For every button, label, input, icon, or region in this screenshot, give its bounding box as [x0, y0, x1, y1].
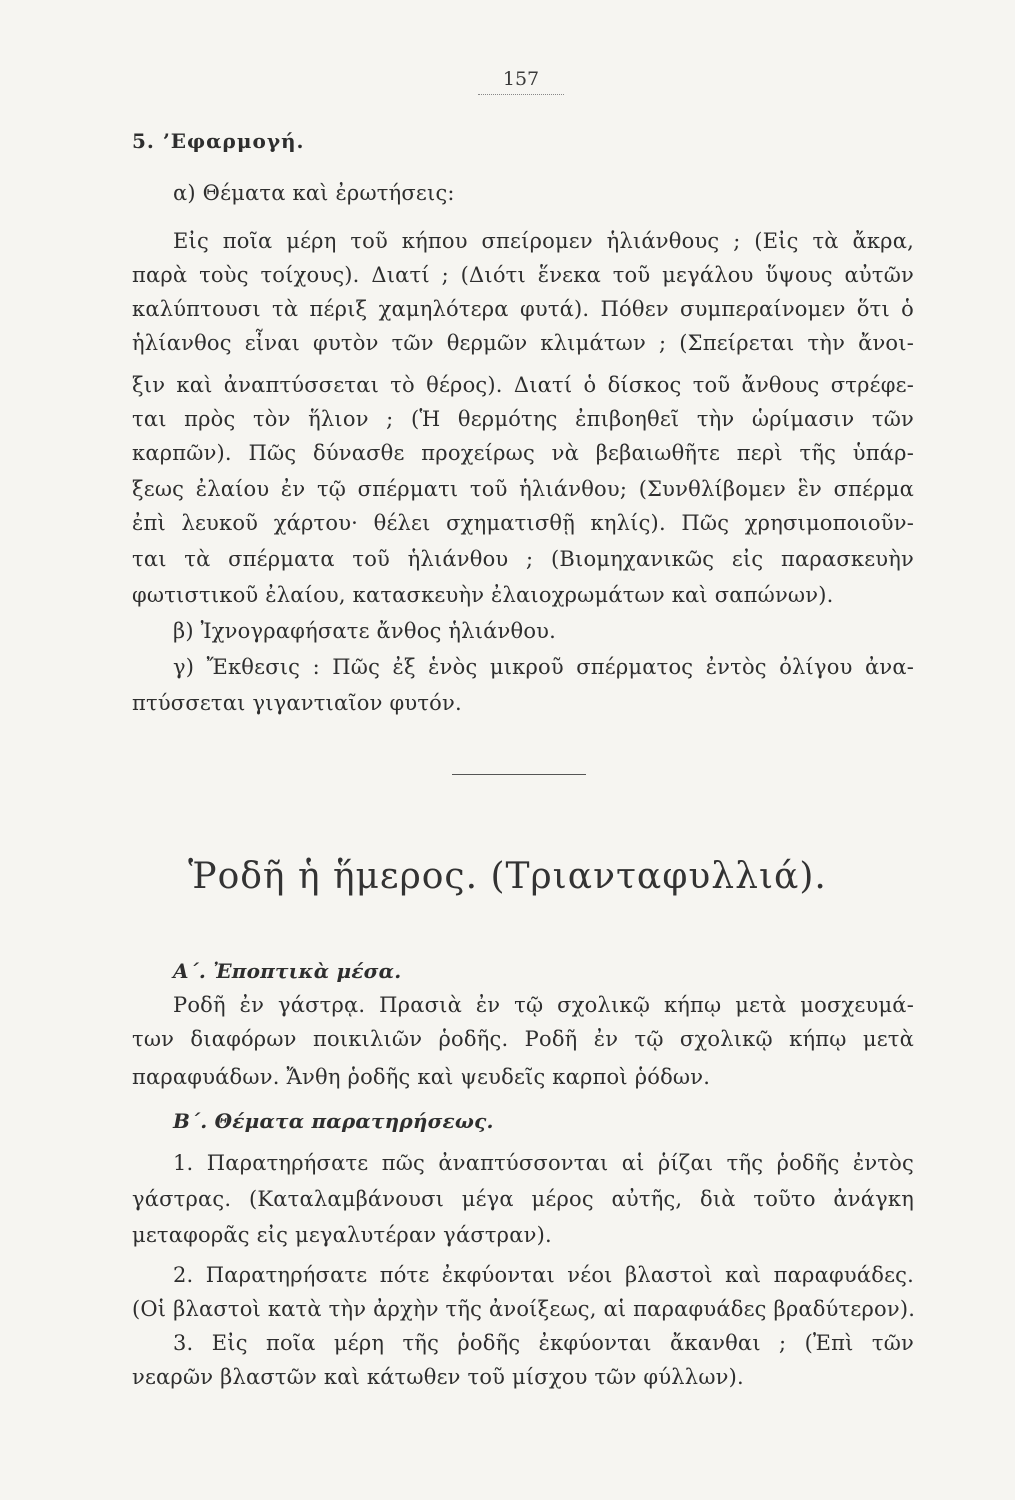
- text-line: ξιν καὶ ἀναπτύσσεται τὸ θέρος). Διατί ὁ δίσκος τοῦ ἄνθους στρέφε-: [132, 373, 914, 397]
- subheading-b: Β΄. Θέματα παρατηρήσεως.: [173, 1109, 494, 1133]
- text-line: ξεως ἐλαίου ἐν τῷ σπέρματι τοῦ ἡλιάνθου; (Συνθλίβομεν ἓν σπέρμα: [132, 477, 914, 501]
- text-line: 3. Εἰς ποῖα μέρη τῆς ῥοδῆς ἐκφύονται ἄκανθαι ; (Ἐπὶ τῶν: [173, 1331, 914, 1355]
- text-line: παραφυάδων. Ἄνθη ῥοδῆς καὶ ψευδεῖς καρποὶ ῥόδων.: [132, 1065, 711, 1089]
- page-number: 157: [478, 68, 564, 95]
- text-line: μεταφορᾶς εἰς μεγαλυτέραν γάστραν).: [132, 1223, 552, 1247]
- text-line: β) Ἰχνογραφήσατε ἄνθος ἡλιάνθου.: [173, 619, 557, 643]
- chapter-title: Ῥοδῆ ἡ ἥμερος. (Τριανταφυλλιά).: [188, 856, 827, 897]
- text-line: ἡλίανθος εἶναι φυτὸν τῶν θερμῶν κλιμάτων ; (Σπείρεται τὴν ἄνοι-: [132, 331, 914, 355]
- text-line: ἐπὶ λευκοῦ χάρτου· θέλει σχηματισθῇ κηλίς). Πῶς χρησιμοποιοῦν-: [132, 511, 914, 535]
- section-heading: 5. ’Εφαρμογή.: [132, 129, 305, 153]
- text-line: (Οἱ βλαστοὶ κατὰ τὴν ἀρχὴν τῆς ἀνοίξεως, αἱ παραφυάδες βραδύτερον).: [132, 1297, 916, 1321]
- text-line: καρπῶν). Πῶς δύνασθε προχείρως νὰ βεβαιωθῆτε περὶ τῆς ὑπάρ-: [132, 441, 914, 465]
- text-line: Εἰς ποῖα μέρη τοῦ κήπου σπείρομεν ἡλιάνθους ; (Εἰς τὰ ἄκρα,: [173, 229, 914, 253]
- text-line: α) Θέματα καὶ ἐρωτήσεις:: [173, 181, 455, 205]
- text-line: γάστρας. (Καταλαμβάνουσι μέγα μέρος αὐτῆς, διὰ τοῦτο ἀνάγκη: [132, 1187, 914, 1211]
- text-line: Ροδῆ ἐν γάστρᾳ. Πρασιὰ ἐν τῷ σχολικῷ κήπῳ μετὰ μοσχευμά-: [173, 993, 914, 1017]
- text-line: ται πρὸς τὸν ἥλιον ; (Ἡ θερμότης ἐπιβοηθεῖ τὴν ὡρίμασιν τῶν: [132, 407, 914, 431]
- subheading-a: Α΄. Ἐποπτικὰ μέσα.: [173, 959, 402, 983]
- text-line: 2. Παρατηρήσατε πότε ἐκφύονται νέοι βλαστοὶ καὶ παραφυάδες.: [173, 1263, 914, 1287]
- text-line: των διαφόρων ποικιλιῶν ῥοδῆς. Ροδῆ ἐν τῷ σχολικῷ κήπῳ μετὰ: [132, 1027, 914, 1051]
- text-line: φωτιστικοῦ ἐλαίου, κατασκευὴν ἐλαιοχρωμάτων καὶ σαπώνων).: [132, 583, 834, 607]
- text-line: 1. Παρατηρήσατε πῶς ἀναπτύσσονται αἱ ῥίζαι τῆς ῥοδῆς ἐντὸς: [173, 1151, 914, 1175]
- text-line: πτύσσεται γιγαντιαῖον φυτόν.: [132, 691, 462, 715]
- text-line: νεαρῶν βλαστῶν καὶ κάτωθεν τοῦ μίσχου τῶν φύλλων).: [132, 1365, 744, 1389]
- text-line: ται τὰ σπέρματα τοῦ ἡλιάνθου ; (Βιομηχανικῶς εἰς παρασκευὴν: [132, 547, 914, 571]
- section-divider: [452, 774, 586, 775]
- text-line: παρὰ τοὺς τοίχους). Διατί ; (Διότι ἕνεκα τοῦ μεγάλου ὕψους αὐτῶν: [132, 263, 914, 287]
- text-line: καλύπτουσι τὰ πέριξ χαμηλότερα φυτά). Πόθεν συμπεραίνομεν ὅτι ὁ: [132, 297, 914, 321]
- text-line: γ) Ἔκθεσις : Πῶς ἐξ ἑνὸς μικροῦ σπέρματος ἐντὸς ὀλίγου ἀνα-: [173, 655, 914, 679]
